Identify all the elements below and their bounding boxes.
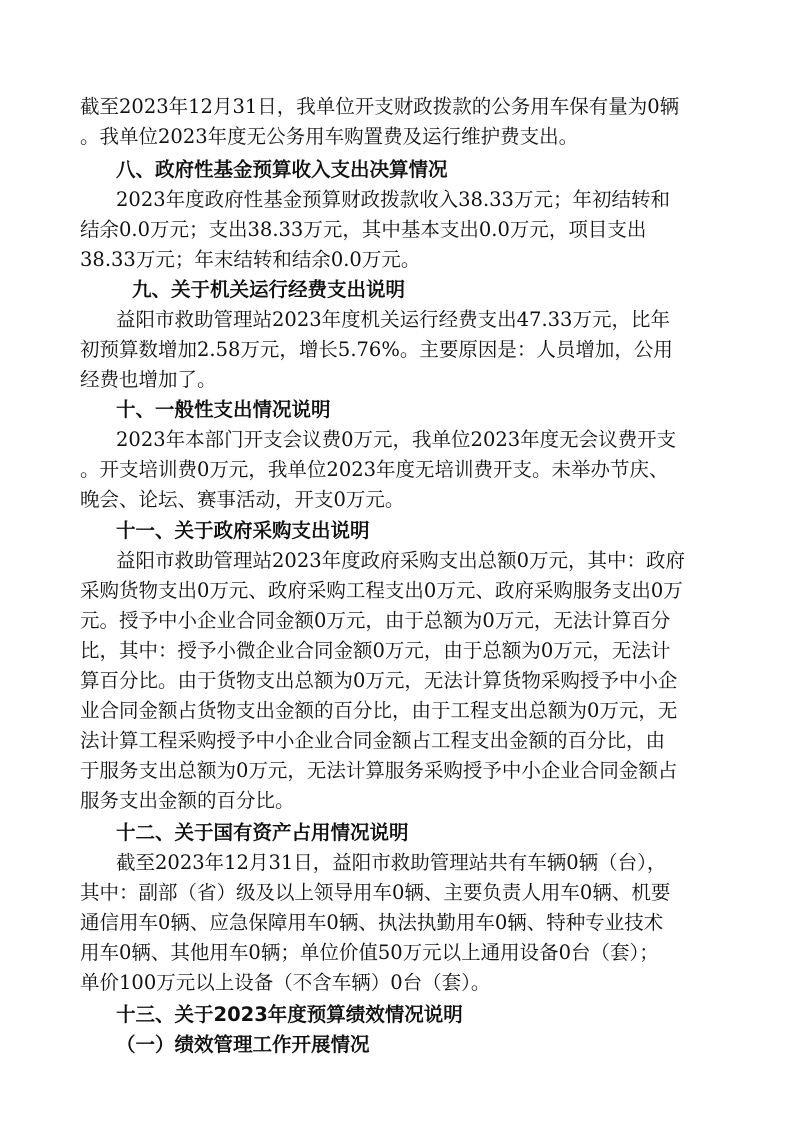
body-text-line: 晚会、论坛、赛事活动，开支0万元。 — [80, 488, 405, 511]
body-text-line: 单价100万元以上设备（不含车辆）0台（套）。 — [80, 971, 491, 994]
body-text-line: 用车0辆、其他用车0辆；单位价值50万元以上通用设备0台（套）； — [80, 941, 659, 964]
body-text-line: 截至2023年12月31日，益阳市救助管理站共有车辆0辆（台）， — [116, 851, 667, 874]
body-text-line: 益阳市救助管理站2023年度政府采购支出总额0万元，其中：政府 — [116, 549, 686, 572]
body-text-line: 初预算数增加2.58万元，增长5.76%。主要原因是：人员增加，公用 — [80, 338, 673, 361]
section-heading-9: 九、关于机关运行经费支出说明 — [132, 278, 406, 301]
body-text-line: 。开支培训费0万元，我单位2023年度无培训费开支。未举办节庆、 — [80, 458, 669, 481]
section-heading-13: 十三、关于2023年度预算绩效情况说明 — [116, 1003, 463, 1026]
body-text-line: 元。授予中小企业合同金额0万元，由于总额为0万元，无法计算百分 — [80, 609, 671, 632]
body-text-line: 于服务支出总额为0万元，无法计算服务采购授予中小企业合同金额占 — [80, 759, 678, 782]
body-text-line: 。我单位2023年度无公务用车购置费及运行维护费支出。 — [80, 125, 579, 148]
subsection-heading-13-1: （一）绩效管理工作开展情况 — [116, 1033, 370, 1056]
section-heading-12: 十二、关于国有资产占用情况说明 — [116, 821, 409, 844]
body-text-line: 经费也增加了。 — [80, 368, 217, 391]
body-text-line: 其中：副部（省）级及以上领导用车0辆、主要负责人用车0辆、机要 — [80, 881, 671, 904]
body-text-line: 结余0.0万元；支出38.33万元，其中基本支出0.0万元，项目支出 — [80, 218, 647, 241]
body-text-line: 2023年本部门开支会议费0万元，我单位2023年度无会议费开支 — [116, 428, 677, 451]
body-text-line: 法计算工程采购授予中小企业合同金额占工程支出金额的百分比，由 — [80, 729, 666, 752]
body-text-line: 服务支出金额的百分比。 — [80, 789, 295, 812]
section-heading-11: 十一、关于政府采购支出说明 — [116, 519, 370, 542]
body-text-line: 截至2023年12月31日，我单位开支财政拨款的公务用车保有量为0辆 — [80, 95, 680, 118]
body-text-line: 2023年度政府性基金预算财政拨款收入38.33万元；年初结转和 — [116, 188, 670, 211]
body-text-line: 通信用车0辆、应急保障用车0辆、执法执勤用车0辆、特种专业技术 — [80, 911, 664, 934]
section-heading-8: 八、政府性基金预算收入支出决算情况 — [116, 158, 448, 181]
body-text-line: 益阳市救助管理站2023年度机关运行经费支出47.33万元，比年 — [116, 308, 670, 331]
body-text-line: 采购货物支出0万元、政府采购工程支出0万元、政府采购服务支出0万 — [80, 579, 683, 602]
body-text-line: 业合同金额占货物支出金额的百分比，由于工程支出总额为0万元，无 — [80, 699, 678, 722]
body-text-line: 38.33万元；年末结转和结余0.0万元。 — [80, 248, 421, 271]
body-text-line: 算百分比。由于货物支出总额为0万元，无法计算货物采购授予中小企 — [80, 669, 678, 692]
body-text-line: 比，其中：授予小微企业合同金额0万元，由于总额为0万元，无法计 — [80, 639, 671, 662]
section-heading-10: 十、一般性支出情况说明 — [116, 398, 331, 421]
